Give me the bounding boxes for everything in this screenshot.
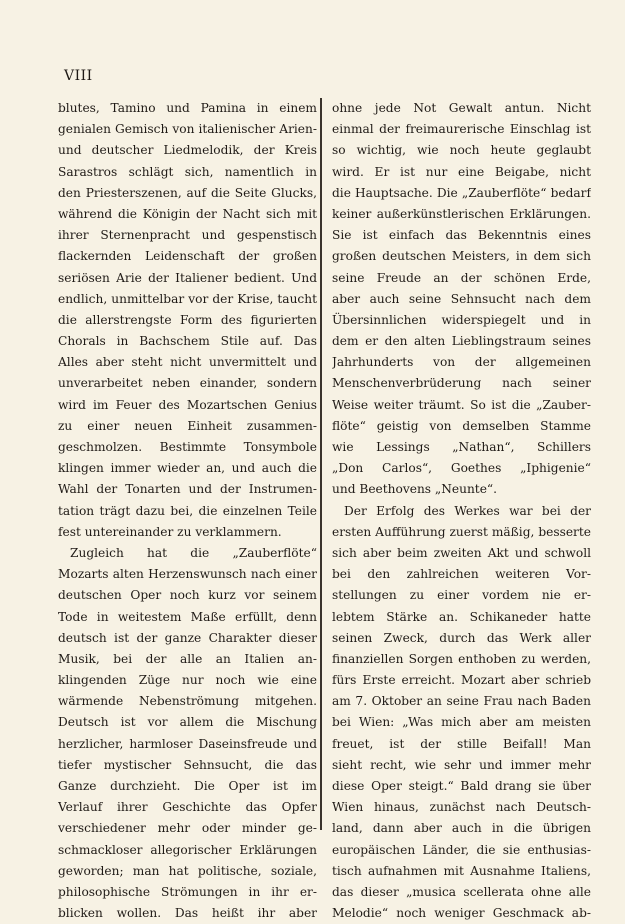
text-line: sich aber beim zweiten Akt und schwoll — [332, 545, 591, 560]
text-line: endlich, unmittelbar vor der Krise, taucht — [58, 291, 317, 306]
text-line: Musik, bei der alle an Italien an- — [58, 651, 317, 666]
text-line: stellungen zu einer vordem nie er- — [332, 588, 591, 603]
text-line: diese Oper steigt.“ Bald drang sie über — [332, 779, 591, 793]
text-line: das dieser „musica scellerata ohne alle — [332, 884, 591, 899]
text-line: klingenden Züge nur noch wie eine — [58, 673, 317, 688]
text-line: wird. Er ist nur eine Beigabe, nicht — [332, 164, 591, 179]
text-line: zu einer neuen Einheit zusammen- — [58, 418, 317, 433]
text-line: herzlicher, harmloser Daseinsfreude und — [58, 736, 317, 751]
text-line: geschmolzen. Bestimmte Tonsymbole — [58, 440, 317, 454]
text-line: land, dann aber auch in die übrigen — [332, 821, 591, 836]
text-line: schmackloser allegorischer Erklärungen — [58, 842, 317, 857]
text-line: und Beethovens „Neunte“. — [332, 482, 498, 497]
text-line: verschiedener mehr oder minder ge- — [58, 821, 317, 836]
text-line: fest untereinander zu verklammern. — [58, 524, 282, 539]
text-line: „Don Carlos“, Goethes „Iphigenie“ — [332, 461, 591, 476]
text-line: Ganze durchzieht. Die Oper ist im — [58, 779, 317, 793]
text-line: Der Erfolg des Werkes war bei der — [344, 503, 591, 518]
text-line: klingen immer wieder an, und auch die — [58, 461, 317, 476]
text-line: Jahrhunderts von der allgemeinen — [332, 355, 591, 370]
text-line: philosophische Strömungen in ihr er- — [58, 884, 317, 899]
text-line: fürs Erste erreicht. Mozart aber schrieb — [332, 673, 591, 688]
text-line: wird im Feuer des Mozartschen Genius — [58, 397, 317, 412]
text-line: Sie ist einfach das Bekenntnis eines — [332, 228, 591, 243]
text-line: Alles aber steht nicht unvermittelt und — [58, 355, 317, 370]
text-line: aber auch seine Sehnsucht nach dem — [332, 291, 591, 306]
text-line: wärmende Nebenströmung mitgehen. — [58, 694, 317, 709]
text-line: unverarbeitet neben einander, sondern — [58, 376, 317, 391]
text-line: tiefer mystischer Sehnsucht, die das — [58, 757, 317, 772]
text-line: Zugleich hat die „Zauberflöte“ — [70, 545, 317, 560]
text-line: dem er den alten Lieblingstraum seines — [332, 334, 591, 349]
text-line: europäischen Länder, die sie enthusias- — [332, 842, 591, 857]
text-line: ihrer Sternenpracht und gespenstisch — [58, 228, 317, 243]
text-line: Sarastros schlägt sich, namentlich in — [58, 164, 317, 179]
text-line: einmal der freimaurerische Einschlag ist — [332, 122, 591, 137]
text-line: freuet, ist der stille Beifall! Man — [332, 736, 591, 751]
text-line: tation trägt dazu bei, die einzelnen Teile — [58, 503, 317, 518]
text-line: und deutscher Liedmelodik, der Kreis — [58, 143, 317, 158]
text-line: flöte“ geistig von demselben Stamme — [332, 418, 591, 433]
text-line: am 7. Oktober an seine Frau nach Baden — [332, 694, 591, 709]
text-line: keiner außerkünstlerischen Erklärungen. — [332, 206, 591, 221]
text-line: wie Lessings „Nathan“, Schillers — [332, 440, 591, 454]
text-line: Tode in weitestem Maße erfüllt, denn — [58, 609, 317, 624]
text-line: Weise weiter träumt. So ist die „Zauber- — [332, 397, 591, 412]
page-number: VIII — [64, 68, 93, 84]
text-line: Wahl der Tonarten und der Instrumen- — [58, 482, 317, 497]
column-divider — [320, 98, 322, 830]
text-line: großen deutschen Meisters, in dem sich — [332, 249, 591, 264]
text-line: blutes, Tamino und Pamina in einem — [58, 101, 317, 115]
text-line: die allerstrengste Form des figurierten — [58, 312, 317, 327]
text-line: blicken wollen. Das heißt ihr aber — [58, 906, 317, 921]
text-line: deutschen Oper noch kurz vor seinem — [58, 588, 317, 603]
text-line: tisch aufnahmen mit Ausnahme Italiens, — [332, 863, 591, 878]
text-line: lebtem Stärke an. Schikaneder hatte — [332, 609, 591, 624]
text-line: Deutsch ist vor allem die Mischung — [58, 715, 317, 730]
text-line: seriösen Arie der Italiener bedient. Und — [58, 270, 317, 285]
text-line: so wichtig, wie noch heute geglaubt — [332, 143, 591, 158]
text-line: Mozarts alten Herzenswunsch nach einer — [58, 567, 317, 582]
text-line: Verlauf ihrer Geschichte das Opfer — [58, 800, 317, 815]
right-column — [332, 98, 591, 924]
text-line: Chorals in Bachschem Stile auf. Das — [58, 334, 317, 349]
text-line: die Hauptsache. Die „Zauberflöte“ bedarf — [332, 185, 591, 200]
text-line: flackernden Leidenschaft der großen — [58, 249, 317, 264]
text-line: seinen Zweck, durch das Werk aller — [332, 630, 591, 645]
text-line: Wien hinaus, zunächst nach Deutsch- — [332, 800, 591, 815]
text-line: geworden; man hat politische, soziale, — [58, 863, 317, 878]
text-line: bei Wien: „Was mich aber am meisten — [332, 715, 591, 730]
text-line: ersten Aufführung zuerst mäßig, besserte — [332, 524, 591, 539]
text-line: finanziellen Sorgen enthoben zu werden, — [332, 651, 591, 666]
text-line: Melodie“ noch weniger Geschmack ab- — [332, 906, 591, 921]
text-line: den Priesterszenen, auf die Seite Glucks, — [58, 185, 317, 200]
text-line: deutsch ist der ganze Charakter dieser — [58, 630, 317, 645]
text-line: seine Freude an der schönen Erde, — [332, 270, 591, 285]
text-line: bei den zahlreichen weiteren Vor- — [332, 567, 591, 582]
text-line: Menschenverbrüderung nach seiner — [332, 376, 591, 391]
text-line: sieht recht, wie sehr und immer mehr — [332, 757, 591, 772]
text-line: ohne jede Not Gewalt antun. Nicht — [332, 101, 591, 115]
text-line: während die Königin der Nacht sich mit — [58, 206, 317, 221]
text-line: genialen Gemisch von italienischer Arien- — [58, 122, 317, 137]
left-column — [58, 98, 317, 924]
text-line: Übersinnlichen widerspiegelt und in — [332, 312, 591, 327]
